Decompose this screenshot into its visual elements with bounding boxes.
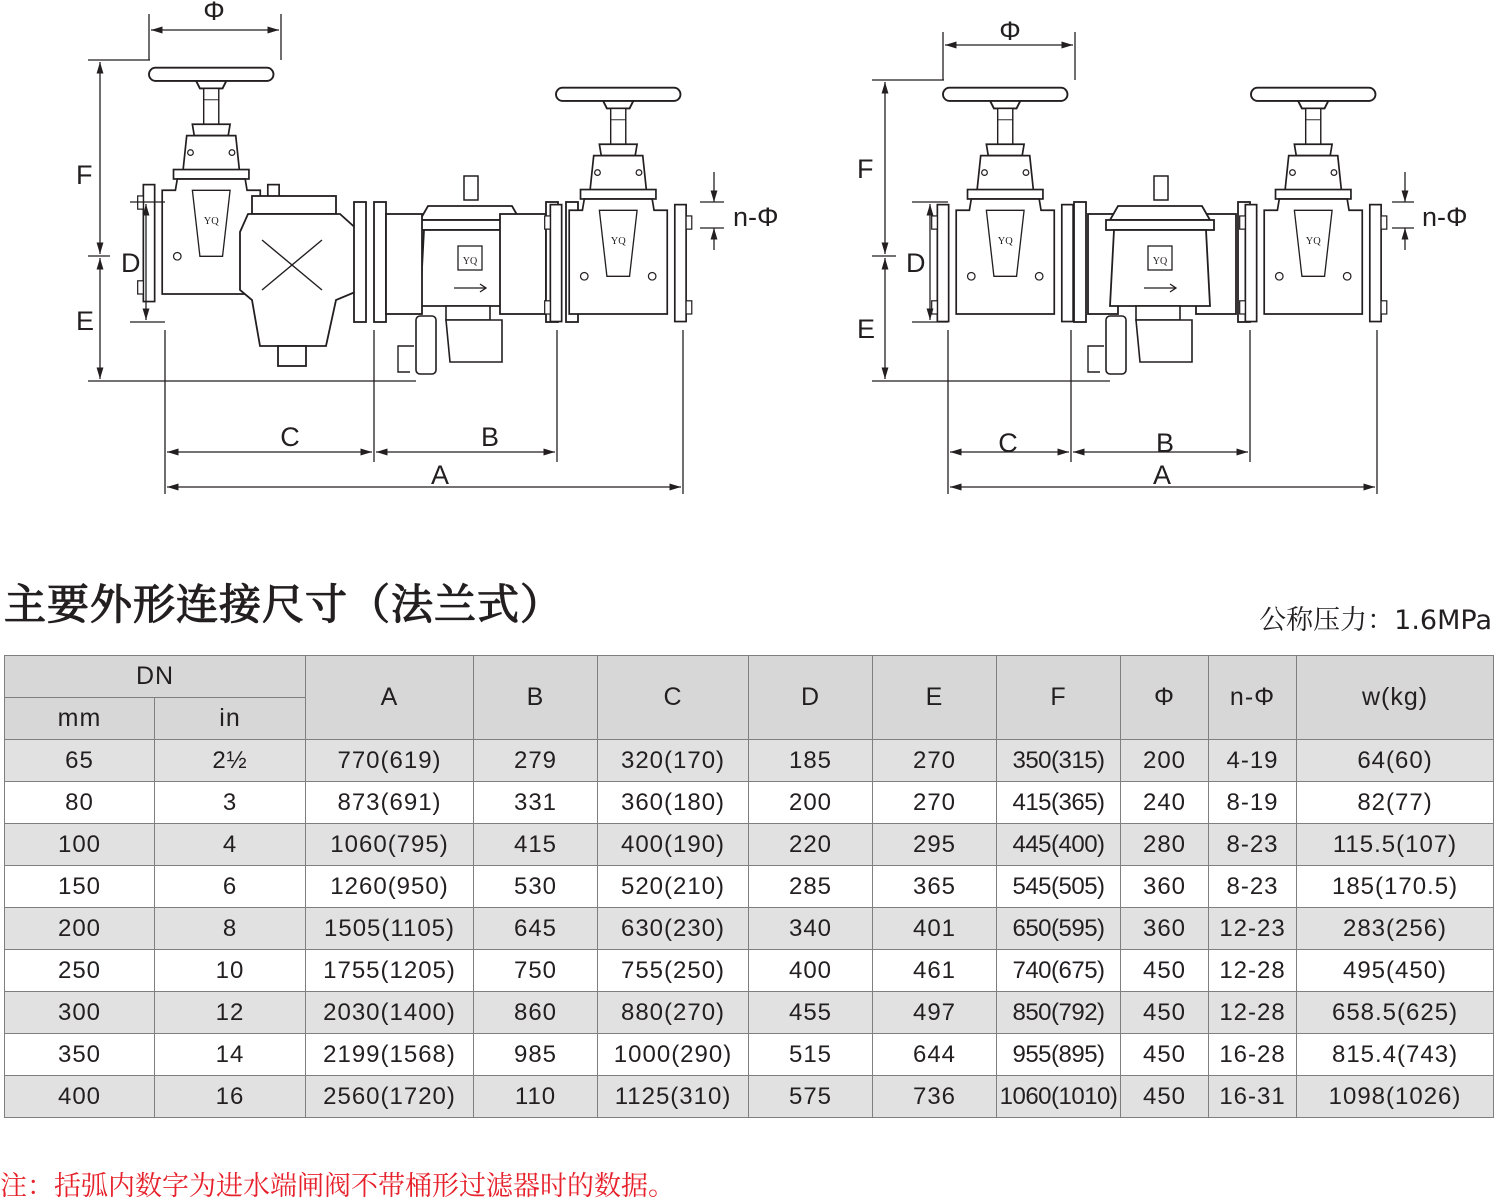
cell-A: 1260(950)	[306, 866, 474, 908]
cell-nphi: 8-23	[1209, 824, 1297, 866]
header-in: in	[155, 698, 306, 740]
header-B: B	[474, 656, 598, 740]
cell-A: 873(691)	[306, 782, 474, 824]
table-row	[5, 824, 1494, 866]
table-row	[5, 908, 1494, 950]
cell-C: 755(250)	[598, 950, 749, 992]
strainer-body	[240, 196, 386, 366]
left-D-label: D	[121, 248, 141, 278]
cell-F: 850(792)	[997, 992, 1121, 1034]
cell-in: 4	[155, 824, 306, 866]
cell-E: 644	[873, 1034, 997, 1076]
cell-B: 750	[474, 950, 598, 992]
cell-nphi: 4-19	[1209, 740, 1297, 782]
cell-A: 1060(795)	[306, 824, 474, 866]
cell-E: 497	[873, 992, 997, 1034]
nominal-pressure: 公称压力：1.6MPa	[1259, 605, 1492, 636]
cell-nphi: 8-19	[1209, 782, 1297, 824]
cell-w: 815.4(743)	[1297, 1034, 1494, 1076]
cell-B: 645	[474, 908, 598, 950]
cell-mm: 200	[5, 908, 155, 950]
left-B-label: B	[480, 422, 500, 452]
cell-w: 115.5(107)	[1297, 824, 1494, 866]
cell-mm: 250	[5, 950, 155, 992]
cell-F: 740(675)	[997, 950, 1121, 992]
cell-phi: 450	[1121, 1076, 1209, 1118]
left-F-label: F	[76, 160, 93, 190]
footnote: 注：括弧内数字为进水端闸阀不带桶形过滤器时的数据。	[0, 1171, 675, 1202]
header-A: A	[306, 656, 474, 740]
cell-C: 1000(290)	[598, 1034, 749, 1076]
page-title: 主要外形连接尺寸（法兰式）	[4, 580, 564, 629]
dimension-table	[4, 655, 1494, 1118]
cell-D: 185	[749, 740, 873, 782]
left-phi-label: Φ	[203, 0, 225, 26]
cell-w: 64(60)	[1297, 740, 1494, 782]
cell-mm: 80	[5, 782, 155, 824]
cell-nphi: 12-28	[1209, 950, 1297, 992]
table-row	[5, 950, 1494, 992]
right-nphi-label: n-Φ	[1422, 202, 1468, 232]
cell-E: 365	[873, 866, 997, 908]
table-row	[5, 1034, 1494, 1076]
header-dn: DN	[5, 656, 306, 698]
cell-D: 575	[749, 1076, 873, 1118]
cell-in: 3	[155, 782, 306, 824]
right-F-label: F	[857, 154, 874, 184]
cell-A: 770(619)	[306, 740, 474, 782]
cell-phi: 240	[1121, 782, 1209, 824]
table-row	[5, 740, 1494, 782]
header-nphi: n-Φ	[1209, 656, 1297, 740]
cell-F: 415(365)	[997, 782, 1121, 824]
cell-w: 283(256)	[1297, 908, 1494, 950]
cell-in: 6	[155, 866, 306, 908]
header-mm: mm	[5, 698, 155, 740]
table-row	[5, 782, 1494, 824]
cell-w: 495(450)	[1297, 950, 1494, 992]
right-A-label: A	[1152, 460, 1172, 490]
cell-nphi: 16-31	[1209, 1076, 1297, 1118]
cell-D: 455	[749, 992, 873, 1034]
cell-D: 400	[749, 950, 873, 992]
table-body	[5, 740, 1494, 1118]
cell-E: 270	[873, 740, 997, 782]
right-E-label: E	[857, 314, 876, 344]
cell-D: 515	[749, 1034, 873, 1076]
cell-C: 1125(310)	[598, 1076, 749, 1118]
cell-w: 185(170.5)	[1297, 866, 1494, 908]
header-C: C	[598, 656, 749, 740]
cell-mm: 350	[5, 1034, 155, 1076]
header-F: F	[997, 656, 1121, 740]
cell-in: 16	[155, 1076, 306, 1118]
header-D: D	[749, 656, 873, 740]
cell-E: 295	[873, 824, 997, 866]
cell-phi: 450	[1121, 992, 1209, 1034]
cell-A: 1505(1105)	[306, 908, 474, 950]
cell-B: 415	[474, 824, 598, 866]
cell-nphi: 8-23	[1209, 866, 1297, 908]
cell-C: 630(230)	[598, 908, 749, 950]
cell-in: 10	[155, 950, 306, 992]
cell-phi: 450	[1121, 950, 1209, 992]
cell-E: 461	[873, 950, 997, 992]
cell-D: 200	[749, 782, 873, 824]
cell-A: 2560(1720)	[306, 1076, 474, 1118]
left-nphi-label: n-Φ	[733, 202, 779, 232]
cell-F: 445(400)	[997, 824, 1121, 866]
cell-A: 2199(1568)	[306, 1034, 474, 1076]
cell-phi: 360	[1121, 908, 1209, 950]
table-row	[5, 992, 1494, 1034]
cell-E: 736	[873, 1076, 997, 1118]
right-phi-label: Φ	[999, 16, 1021, 46]
table-row	[5, 1076, 1494, 1118]
cell-nphi: 12-23	[1209, 908, 1297, 950]
cell-in: 8	[155, 908, 306, 950]
cell-nphi: 12-28	[1209, 992, 1297, 1034]
cell-in: 12	[155, 992, 306, 1034]
cell-B: 279	[474, 740, 598, 782]
technical-drawing: YQ YQ Φ F D E C B A n-Φ Φ F D E C B A n-Φ	[0, 0, 1494, 520]
cell-B: 985	[474, 1034, 598, 1076]
cell-w: 658.5(625)	[1297, 992, 1494, 1034]
cell-F: 955(895)	[997, 1034, 1121, 1076]
left-C-label: C	[280, 422, 300, 452]
cell-phi: 280	[1121, 824, 1209, 866]
left-A-label: A	[430, 460, 450, 490]
cell-A: 1755(1205)	[306, 950, 474, 992]
right-D-label: D	[906, 248, 926, 278]
cell-phi: 200	[1121, 740, 1209, 782]
cell-B: 530	[474, 866, 598, 908]
cell-B: 331	[474, 782, 598, 824]
left-E-label: E	[76, 306, 95, 336]
cell-C: 360(180)	[598, 782, 749, 824]
header-weight: w(kg)	[1297, 656, 1494, 740]
cell-in: 2½	[155, 740, 306, 782]
cell-C: 520(210)	[598, 866, 749, 908]
table-row	[5, 866, 1494, 908]
cell-phi: 450	[1121, 1034, 1209, 1076]
cell-B: 110	[474, 1076, 598, 1118]
cell-nphi: 16-28	[1209, 1034, 1297, 1076]
cell-D: 285	[749, 866, 873, 908]
cell-D: 220	[749, 824, 873, 866]
right-assembly	[932, 88, 1387, 374]
right-C-label: C	[998, 428, 1018, 458]
cell-F: 350(315)	[997, 740, 1121, 782]
cell-B: 860	[474, 992, 598, 1034]
cell-C: 400(190)	[598, 824, 749, 866]
cell-C: 880(270)	[598, 992, 749, 1034]
left-assembly	[138, 68, 692, 374]
cell-mm: 400	[5, 1076, 155, 1118]
cell-w: 82(77)	[1297, 782, 1494, 824]
cell-E: 270	[873, 782, 997, 824]
header-phi: Φ	[1121, 656, 1209, 740]
cell-F: 650(595)	[997, 908, 1121, 950]
cell-mm: 150	[5, 866, 155, 908]
cell-D: 340	[749, 908, 873, 950]
cell-phi: 360	[1121, 866, 1209, 908]
cell-mm: 65	[5, 740, 155, 782]
cell-A: 2030(1400)	[306, 992, 474, 1034]
cell-F: 1060(1010)	[997, 1076, 1121, 1118]
cell-in: 14	[155, 1034, 306, 1076]
cell-mm: 300	[5, 992, 155, 1034]
cell-C: 320(170)	[598, 740, 749, 782]
cell-F: 545(505)	[997, 866, 1121, 908]
cell-E: 401	[873, 908, 997, 950]
cell-mm: 100	[5, 824, 155, 866]
header-E: E	[873, 656, 997, 740]
cell-w: 1098(1026)	[1297, 1076, 1494, 1118]
right-B-label: B	[1155, 428, 1175, 458]
